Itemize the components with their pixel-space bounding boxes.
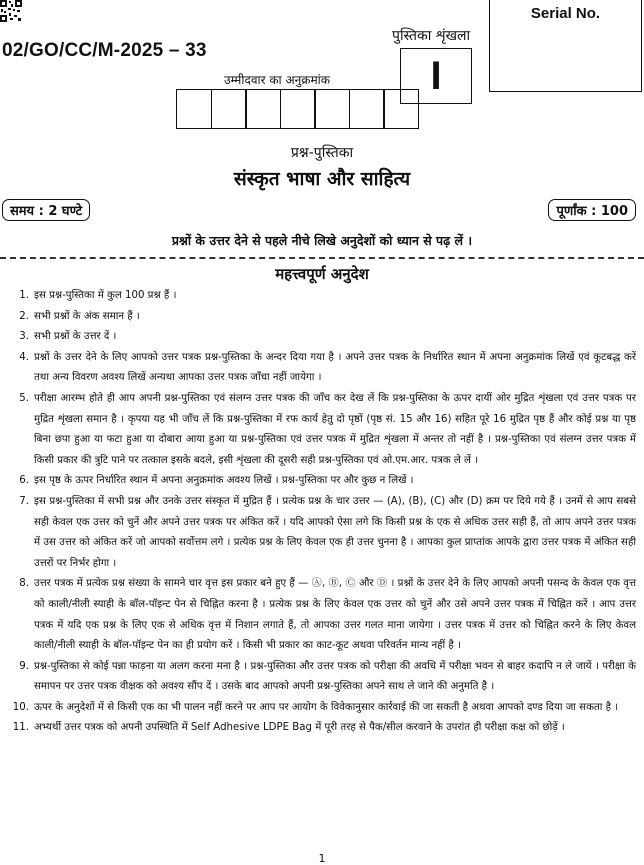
instruction-item: [6, 327, 636, 348]
instruction-number: 10.: [12, 701, 29, 713]
instruction-item: [6, 492, 636, 574]
roll-number-digit-box: [176, 89, 212, 129]
divider: [0, 257, 644, 259]
instruction-text: प्रश्न-पुस्तिका से कोई पन्ना फाड़ना या अलग करना मना है । प्रश्न-पुस्तिका और उत्तर पत्रक को परीक्षा की अवधि में परीक्षा भवन से बाहर कदापि न ले जायें । परीक्षा के समापन पर उत्तर पत्रक वीक्षक को अवश्य सौंप दें । उसके बाद आपको अपनी प्रश्न-पुस्तिका अपने साथ ले जाने की अनुमति है ।: [34, 660, 636, 693]
instruction-item: [6, 286, 636, 307]
roll-number-digit-box: [211, 89, 247, 129]
roll-number-digit-box: [280, 89, 316, 129]
instruction-text: इस प्रश्न-पुस्तिका में कुल 100 प्रश्न हैं ।: [34, 290, 177, 301]
roll-number-digit-box: [314, 89, 350, 129]
instruction-item: [6, 348, 636, 389]
instructions-list: [6, 286, 636, 739]
read-instructions-note: प्रश्नों के उत्तर देने से पहले नीचे लिखे अनुदेशों को ध्यान से पढ़ लें ।: [171, 233, 473, 248]
page-number: 1: [318, 852, 326, 865]
instruction-number: 7.: [19, 495, 29, 507]
instruction-text: ऊपर के अनुदेशों में से किसी एक का भी पालन नहीं करने पर आप पर आयोग के विवेकानुसार कार्रवाई की जा सकती है अथवा आपको दण्ड दिया जा सकता है ।: [34, 701, 619, 713]
roll-number-digit-box: [383, 89, 419, 129]
instruction-text: अभ्यर्थी उत्तर पत्रक को अपनी उपस्थिति में Self Adhesive LDPE Bag में पूरी तरह से पैक/सील करवाने के उपरांत ही परीक्षा कक्ष को छोड़ें ।: [34, 722, 565, 734]
booklet-series-label: पुस्तिका शृंखला: [392, 28, 471, 44]
max-marks-badge: पूर्णांक : 100: [548, 199, 636, 221]
instruction-item: [6, 471, 636, 492]
instruction-text: सभी प्रश्नों के उत्तर दें ।: [34, 331, 117, 343]
instruction-text: प्रश्नों के उत्तर देने के लिए आपको उत्तर पत्रक प्रश्न-पुस्तिका के अन्दर दिया गया है । अपने उत्तर पत्रक के निर्धारित स्थान में अपना अनुक्रमांक लिखें एवं कूटबद्ध करें तथा अन्य विवरण अवश्य लिखें अन्यथा आपका उत्तर पत्रक जाँचा नहीं जायेगा ।: [34, 351, 636, 384]
instruction-item: [6, 574, 636, 656]
instruction-item: [6, 389, 636, 471]
instruction-number: 3.: [19, 331, 29, 343]
instruction-text: इस प्रश्न-पुस्तिका में सभी प्रश्न और उनके उत्तर संस्कृत में मुद्रित हैं । प्रत्येक प्रश्न के चार उत्तर — (A), (B), (C) और (D) क्रम पर दिये गये हैं । उनमें से आप सबसे सही केवल एक उत्तर को चुनें और अपने उत्तर पत्रक पर अंकित करें । यदि आपको ऐसा लगे कि किसी प्रश्न के एक से अधिक उत्तर सही हैं, तो आप अपने उत्तर पत्रक में उस उत्तर को अंकित करें जो आपको सर्वोत्तम लगे । प्रत्येक प्रश्न के लिए केवल एक ही उत्तर चुनना है । आपका कुल प्राप्तांक आपके द्वारा उत्तर पत्रक में अंकित सही उत्तरों पर निर्भर होगा ।: [34, 495, 636, 569]
roll-number-digit-box: [245, 89, 281, 129]
instruction-text: सभी प्रश्नों के अंक समान हैं ।: [34, 310, 140, 322]
instruction-number: 1.: [19, 290, 29, 301]
instruction-number: 5.: [19, 392, 29, 404]
instruction-number: 2.: [19, 310, 29, 322]
serial-number-box: [489, 0, 642, 92]
instruction-item: [6, 307, 636, 328]
instruction-number: 8.: [19, 578, 29, 590]
qr-code: [0, 0, 22, 22]
instruction-text: उत्तर पत्रक में प्रत्येक प्रश्न संख्या के सामने चार वृत्त इस प्रकार बने हुए हैं — Ⓐ, Ⓑ, Ⓒ और Ⓓ । प्रश्नों के उत्तर देने के लिए आपको अपनी पसन्द के केवल एक वृत्त को काली/नीली स्याही के बॉल-पॉइन्ट पेन से चिह्नित करना है । प्रत्येक प्रश्न के लिए केवल एक उत्तर को चुनें और उसे अपने उत्तर पत्रक में चिह्नित करें । आप उत्तर पत्रक में यदि एक प्रश्न के लिए एक से अधिक वृत्त में निशान लगाते हैं, तो आपका उत्तर गलत माना जायेगा । उत्तर पत्रक में उत्तर को चिह्नित करने के लिए केवल काली/नीली स्याही के बॉल-पॉइन्ट पेन का ही प्रयोग करें । किसी भी प्रकार का काट-कूट अथवा परिवर्तन मान्य नहीं है ।: [34, 578, 636, 652]
instruction-item: [6, 657, 636, 698]
instruction-number: 11.: [12, 722, 29, 734]
instruction-text: इस पृष्ठ के ऊपर निर्धारित स्थान में अपना अनुक्रमांक अवश्य लिखें । प्रश्न-पुस्तिका पर और कुछ न लिखें ।: [34, 475, 414, 487]
instruction-number: 6.: [19, 475, 29, 487]
booklet-label: प्रश्न-पुस्तिका: [290, 145, 354, 161]
instruction-number: 4.: [19, 351, 29, 363]
instruction-number: 9.: [19, 660, 29, 672]
instruction-text: परीक्षा आरम्भ होते ही आप अपनी प्रश्न-पुस्तिका एवं संलग्न उत्तर पत्रक की जाँच कर देख लें कि प्रश्न-पुस्तिका के ऊपर दायीं ओर मुद्रित शृंखला एवं उत्तर पत्रक पर मुद्रित शृंखला समान है । कृपया यह भी जाँच लें कि प्रश्न-पुस्तिका में रफ कार्य हेतु दो पृष्ठों (पृष्ठ सं. 15 और 16) सहित पूरे 16 मुद्रित पृष्ठ हैं और कोई प्रश्न या पृष्ठ बिना छपा हुआ या फटा हुआ या दोबारा आया हुआ या प्रश्न-पुस्तिका एवं उत्तर पत्रक में मुद्रित शृंखला में अन्तर तो नहीं है । प्रश्न-पुस्तिका एवं संलग्न उत्तर पत्रक में किसी प्रकार की त्रुटि पाने पर तत्काल इसके बदले, इसी शृंखला की दूसरी सही प्रश्न-पुस्तिका एवं ओ.एम.आर. पत्रक ले लें ।: [34, 392, 636, 466]
roll-number-label: उम्मीदवार का अनुक्रमांक: [224, 73, 331, 87]
serial-number-label: Serial No.: [530, 5, 601, 22]
subject-title: संस्कृत भाषा और साहित्य: [233, 168, 411, 190]
roll-number-digit-box: [349, 89, 385, 129]
time-badge: समय : 2 घण्टे: [2, 199, 90, 221]
instruction-item: [6, 698, 636, 719]
paper-code: 02/GO/CC/M-2025 – 33: [2, 40, 207, 61]
instructions-heading: महत्त्वपूर्ण अनुदेश: [275, 265, 369, 283]
instruction-item: [6, 718, 636, 739]
booklet-series-letter: I: [430, 53, 442, 98]
roll-number-boxes: [176, 89, 418, 129]
